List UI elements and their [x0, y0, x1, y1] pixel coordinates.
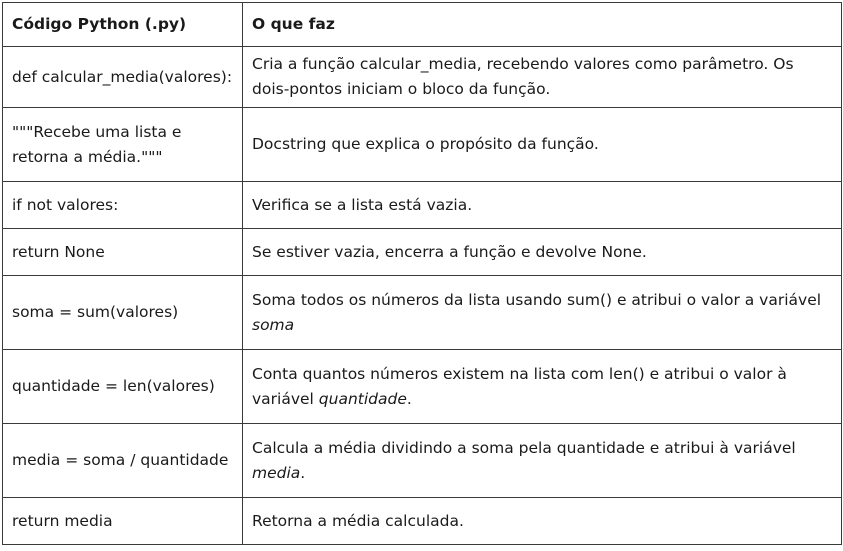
description-cell: Docstring que explica o propósito da função.: [243, 108, 842, 182]
description-cell: [243, 350, 842, 424]
code-cell: """Recebe uma lista e retorna a média.""": [3, 108, 243, 182]
description-text: Calcula a média dividindo a soma pela quantidade e atribui à variável: [252, 438, 796, 457]
code-cell: return None: [3, 229, 243, 276]
description-text: Soma todos os números da lista usando sum() e atribui o valor a variável: [252, 290, 822, 309]
header-description: O que faz: [243, 3, 842, 47]
table-row: [3, 276, 842, 350]
code-cell: quantidade = len(valores): [3, 350, 243, 424]
table-header-row: [3, 3, 842, 47]
code-explanation-table: [2, 2, 842, 545]
variable-name: media: [252, 463, 301, 482]
table-row: [3, 229, 842, 276]
variable-name: soma: [252, 315, 295, 334]
code-cell: if not valores:: [3, 182, 243, 229]
description-cell: Verifica se a lista está vazia.: [243, 182, 842, 229]
description-cell: Retorna a média calculada.: [243, 498, 842, 545]
code-cell: media = soma / quantidade: [3, 424, 243, 498]
description-cell: [243, 276, 842, 350]
table-row: [3, 182, 842, 229]
code-cell: def calcular_media(valores):: [3, 47, 243, 108]
table-row: [3, 47, 842, 108]
description-cell: [243, 424, 842, 498]
table-row: [3, 108, 842, 182]
description-tail: .: [406, 389, 412, 408]
code-cell: soma = sum(valores): [3, 276, 243, 350]
description-cell: Cria a função calcular_media, recebendo valores como parâmetro. Os dois-pontos iniciam o bloco da função.: [243, 47, 842, 108]
code-cell: return media: [3, 498, 243, 545]
table-row: [3, 350, 842, 424]
header-code: Código Python (.py): [3, 3, 243, 47]
description-text: Conta quantos números existem na lista com len() e atribui o valor à variável: [252, 364, 787, 408]
variable-name: quantidade: [318, 389, 407, 408]
table-row: [3, 424, 842, 498]
description-tail: .: [300, 463, 306, 482]
table-row: [3, 498, 842, 545]
description-cell: Se estiver vazia, encerra a função e devolve None.: [243, 229, 842, 276]
